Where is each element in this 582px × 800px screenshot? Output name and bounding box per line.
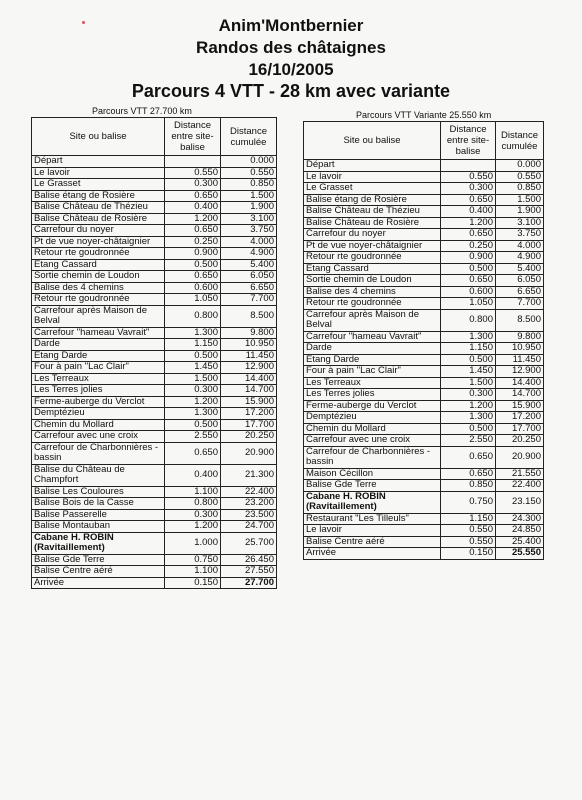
distance-cell: 0.650 [441, 446, 496, 468]
cumulative-cell: 23.500 [221, 509, 277, 521]
distance-cell: 1.150 [165, 339, 221, 351]
site-cell: Le Grasset [32, 179, 165, 191]
site-cell: Restaurant "Les Tilleuls" [304, 513, 441, 525]
table-row [304, 354, 544, 366]
event-date: 16/10/2005 [248, 60, 334, 79]
site-cell: Carrefour après Maison de Belval [304, 309, 441, 331]
site-cell: Demptézieu [304, 412, 441, 424]
site-cell: Carrefour avec une croix [32, 431, 165, 443]
col-header-cumulative: Distance cumulée [221, 118, 277, 156]
site-cell: Les Terreaux [304, 377, 441, 389]
col-header-distance: Distance entre site-balise [441, 122, 496, 160]
distance-cell: 0.800 [165, 305, 221, 327]
site-cell: Balise Château de Rosière [304, 217, 441, 229]
table-row [304, 240, 544, 252]
site-cell: Balise étang de Rosière [304, 194, 441, 206]
cumulative-cell: 7.700 [496, 298, 544, 310]
distance-cell: 1.200 [441, 400, 496, 412]
site-cell: Retour rte goudronnée [304, 298, 441, 310]
site-cell: Retour rte goudronnée [304, 252, 441, 264]
cumulative-cell: 8.500 [221, 305, 277, 327]
distance-cell: 0.400 [165, 464, 221, 486]
distance-cell: 0.650 [441, 275, 496, 287]
table-row [32, 282, 277, 294]
table-row [32, 190, 277, 202]
distance-cell: 0.550 [441, 171, 496, 183]
table-row [32, 385, 277, 397]
table-row [304, 171, 544, 183]
table-row [32, 373, 277, 385]
site-cell: Balise Château de Thézieu [304, 206, 441, 218]
distance-cell: 0.650 [165, 271, 221, 283]
col-header-site: Site ou balise [32, 118, 165, 156]
cumulative-cell: 6.050 [496, 275, 544, 287]
cumulative-cell: 10.950 [221, 339, 277, 351]
distance-cell: 1.300 [165, 327, 221, 339]
site-cell: Le lavoir [304, 171, 441, 183]
site-cell: Cabane H. ROBIN (Ravitaillement) [304, 491, 441, 513]
distance-cell: 0.150 [165, 577, 221, 589]
cumulative-cell: 15.900 [496, 400, 544, 412]
site-cell: Etang Darde [32, 350, 165, 362]
site-cell: Ferme-auberge du Verclot [304, 400, 441, 412]
cumulative-cell: 17.200 [496, 412, 544, 424]
distance-cell: 2.550 [165, 431, 221, 443]
distance-cell: 0.250 [441, 240, 496, 252]
table-row [304, 194, 544, 206]
cumulative-cell: 14.700 [496, 389, 544, 401]
distance-cell: 0.550 [165, 167, 221, 179]
site-cell: Balise des 4 chemins [304, 286, 441, 298]
table-row [32, 442, 277, 464]
site-cell: Balise Gde Terre [32, 554, 165, 566]
cumulative-cell: 20.900 [221, 442, 277, 464]
col-header-site: Site ou balise [304, 122, 441, 160]
cumulative-cell: 24.300 [496, 513, 544, 525]
table-row [304, 217, 544, 229]
table-row [32, 431, 277, 443]
distance-cell: 0.550 [441, 536, 496, 548]
distance-cell: 1.000 [165, 532, 221, 554]
cumulative-cell: 0.550 [496, 171, 544, 183]
cumulative-cell: 20.250 [221, 431, 277, 443]
distance-cell: 0.500 [441, 263, 496, 275]
table-row [304, 252, 544, 264]
distance-cell: 0.400 [441, 206, 496, 218]
distance-cell: 0.750 [441, 491, 496, 513]
table-row [32, 156, 277, 168]
cumulative-cell: 6.050 [221, 271, 277, 283]
distance-cell: 1.200 [165, 213, 221, 225]
table-row [32, 577, 277, 589]
distance-cell [441, 160, 496, 172]
site-cell: Balise étang de Rosière [32, 190, 165, 202]
cumulative-cell: 11.450 [496, 354, 544, 366]
cumulative-cell: 5.400 [496, 263, 544, 275]
site-cell: Les Terres jolies [304, 389, 441, 401]
table-row [304, 275, 544, 287]
site-cell: Balise Montauban [32, 521, 165, 533]
distance-cell: 0.400 [165, 202, 221, 214]
cumulative-cell: 26.450 [221, 554, 277, 566]
table-row [32, 236, 277, 248]
distance-cell: 2.550 [441, 435, 496, 447]
table-row [304, 343, 544, 355]
site-cell: Etang Cassard [304, 263, 441, 275]
distance-cell: 0.550 [441, 525, 496, 537]
site-cell: Carrefour avec une croix [304, 435, 441, 447]
table-row [304, 412, 544, 424]
table-header-row [32, 118, 277, 156]
cumulative-cell: 20.250 [496, 435, 544, 447]
table-row [32, 225, 277, 237]
cumulative-cell: 5.400 [221, 259, 277, 271]
table-row [32, 362, 277, 374]
cumulative-cell: 11.450 [221, 350, 277, 362]
site-cell: Balise des 4 chemins [32, 282, 165, 294]
table-row [304, 468, 544, 480]
table-row [32, 396, 277, 408]
table-row [32, 554, 277, 566]
site-cell: Carrefour de Charbonnières - bassin [32, 442, 165, 464]
distance-cell: 1.300 [441, 331, 496, 343]
table-row [304, 480, 544, 492]
cumulative-cell: 4.900 [496, 252, 544, 264]
site-cell: Le Grasset [304, 183, 441, 195]
cumulative-cell: 24.850 [496, 525, 544, 537]
distance-cell: 0.500 [165, 259, 221, 271]
table-row [304, 286, 544, 298]
site-cell: Balise Centre aéré [304, 536, 441, 548]
left-route-table [31, 117, 277, 589]
cumulative-cell: 9.800 [221, 327, 277, 339]
distance-cell: 0.500 [441, 423, 496, 435]
cumulative-cell: 4.000 [221, 236, 277, 248]
cumulative-cell: 0.850 [221, 179, 277, 191]
cumulative-cell: 17.700 [496, 423, 544, 435]
site-cell: Maison Cécillon [304, 468, 441, 480]
distance-cell [165, 156, 221, 168]
distance-cell: 0.650 [441, 229, 496, 241]
table-header-row [304, 122, 544, 160]
table-row [32, 339, 277, 351]
site-cell: Balise Les Couloures [32, 486, 165, 498]
table-row [32, 294, 277, 306]
cumulative-cell: 17.700 [221, 419, 277, 431]
cumulative-cell: 25.400 [496, 536, 544, 548]
table-row [304, 536, 544, 548]
cumulative-cell: 3.750 [221, 225, 277, 237]
site-cell: Etang Cassard [32, 259, 165, 271]
table-row [304, 229, 544, 241]
document-title: Anim'Montbernier [218, 16, 364, 35]
cumulative-cell: 27.550 [221, 566, 277, 578]
distance-cell: 1.500 [165, 373, 221, 385]
table-row [32, 532, 277, 554]
table-row [304, 400, 544, 412]
site-cell: Balise Passerelle [32, 509, 165, 521]
site-cell: Carrefour du noyer [304, 229, 441, 241]
table-row [32, 498, 277, 510]
cumulative-cell: 15.900 [221, 396, 277, 408]
table-row [304, 513, 544, 525]
cumulative-cell: 0.550 [221, 167, 277, 179]
site-cell: Carrefour "hameau Vavrait" [32, 327, 165, 339]
distance-cell: 1.450 [441, 366, 496, 378]
cumulative-cell: 4.900 [221, 248, 277, 260]
table-row [304, 263, 544, 275]
table-row [304, 548, 544, 560]
table-row [304, 309, 544, 331]
distance-cell: 0.500 [165, 419, 221, 431]
cumulative-cell: 10.950 [496, 343, 544, 355]
cumulative-cell: 3.750 [496, 229, 544, 241]
site-cell: Darde [32, 339, 165, 351]
site-cell: Four à pain "Lac Clair" [304, 366, 441, 378]
cumulative-cell: 27.700 [221, 577, 277, 589]
site-cell: Les Terreaux [32, 373, 165, 385]
cumulative-cell: 6.650 [496, 286, 544, 298]
distance-cell: 0.600 [441, 286, 496, 298]
site-cell: Retour rte goudronnée [32, 248, 165, 260]
site-cell: Le lavoir [32, 167, 165, 179]
cumulative-cell: 23.200 [221, 498, 277, 510]
table-row [304, 331, 544, 343]
table-row [32, 408, 277, 420]
distance-cell: 1.300 [441, 412, 496, 424]
table-row [32, 213, 277, 225]
cumulative-cell: 20.900 [496, 446, 544, 468]
site-cell: Sortie chemin de Loudon [32, 271, 165, 283]
distance-cell: 0.650 [165, 225, 221, 237]
distance-cell: 1.200 [165, 396, 221, 408]
distance-cell: 0.500 [441, 354, 496, 366]
table-row [304, 206, 544, 218]
distance-cell: 0.300 [441, 389, 496, 401]
distance-cell: 0.800 [165, 498, 221, 510]
distance-cell: 1.200 [441, 217, 496, 229]
distance-cell: 0.850 [441, 480, 496, 492]
distance-cell: 1.300 [165, 408, 221, 420]
site-cell: Pt de vue noyer-châtaignier [32, 236, 165, 248]
cumulative-cell: 1.900 [221, 202, 277, 214]
distance-cell: 1.150 [441, 513, 496, 525]
table-row [32, 259, 277, 271]
cumulative-cell: 7.700 [221, 294, 277, 306]
distance-cell: 1.500 [441, 377, 496, 389]
distance-cell: 0.650 [441, 194, 496, 206]
table-row [32, 202, 277, 214]
cumulative-cell: 9.800 [496, 331, 544, 343]
distance-cell: 0.650 [441, 468, 496, 480]
site-cell: Carrefour du noyer [32, 225, 165, 237]
site-cell: Balise Château de Rosière [32, 213, 165, 225]
site-cell: Retour rte goudronnée [32, 294, 165, 306]
right-table-caption: Parcours VTT Variante 25.550 km [356, 110, 492, 120]
cumulative-cell: 14.400 [221, 373, 277, 385]
site-cell: Départ [304, 160, 441, 172]
distance-cell: 0.150 [441, 548, 496, 560]
distance-cell: 0.250 [165, 236, 221, 248]
cumulative-cell: 12.900 [496, 366, 544, 378]
table-row [304, 298, 544, 310]
table-row [32, 566, 277, 578]
cumulative-cell: 3.100 [496, 217, 544, 229]
site-cell: Chemin du Mollard [304, 423, 441, 435]
table-row [32, 179, 277, 191]
distance-cell: 0.900 [441, 252, 496, 264]
site-cell: Arrivée [32, 577, 165, 589]
table-row [304, 491, 544, 513]
cumulative-cell: 24.700 [221, 521, 277, 533]
table-row [32, 327, 277, 339]
site-cell: Carrefour "hameau Vavrait" [304, 331, 441, 343]
cumulative-cell: 3.100 [221, 213, 277, 225]
table-row [304, 389, 544, 401]
cumulative-cell: 25.550 [496, 548, 544, 560]
table-row [32, 350, 277, 362]
table-row [32, 167, 277, 179]
table-row [304, 423, 544, 435]
cumulative-cell: 4.000 [496, 240, 544, 252]
table-row [32, 248, 277, 260]
table-row [304, 446, 544, 468]
site-cell: Demptézieu [32, 408, 165, 420]
cumulative-cell: 21.550 [496, 468, 544, 480]
distance-cell: 0.500 [165, 350, 221, 362]
cumulative-cell: 22.400 [221, 486, 277, 498]
cumulative-cell: 14.700 [221, 385, 277, 397]
cumulative-cell: 6.650 [221, 282, 277, 294]
table-row [304, 435, 544, 447]
table-row [304, 160, 544, 172]
cumulative-cell: 22.400 [496, 480, 544, 492]
site-cell: Ferme-auberge du Verclot [32, 396, 165, 408]
site-cell: Cabane H. ROBIN (Ravitaillement) [32, 532, 165, 554]
distance-cell: 0.650 [165, 442, 221, 464]
cumulative-cell: 25.700 [221, 532, 277, 554]
distance-cell: 0.600 [165, 282, 221, 294]
distance-cell: 0.750 [165, 554, 221, 566]
site-cell: Carrefour de Charbonnières - bassin [304, 446, 441, 468]
site-cell: Chemin du Mollard [32, 419, 165, 431]
right-route-table [303, 121, 544, 560]
distance-cell: 1.200 [165, 521, 221, 533]
site-cell: Balise Château de Thézieu [32, 202, 165, 214]
table-row [32, 521, 277, 533]
table-row [32, 305, 277, 327]
distance-cell: 0.300 [165, 385, 221, 397]
site-cell: Les Terres jolies [32, 385, 165, 397]
site-cell: Four à pain "Lac Clair" [32, 362, 165, 374]
table-row [304, 366, 544, 378]
table-row [32, 419, 277, 431]
cumulative-cell: 0.000 [496, 160, 544, 172]
site-cell: Balise Gde Terre [304, 480, 441, 492]
cumulative-cell: 8.500 [496, 309, 544, 331]
table-row [32, 486, 277, 498]
site-cell: Sortie chemin de Loudon [304, 275, 441, 287]
site-cell: Etang Darde [304, 354, 441, 366]
distance-cell: 1.050 [165, 294, 221, 306]
col-header-distance: Distance entre site-balise [165, 118, 221, 156]
site-cell: Balise Bois de la Casse [32, 498, 165, 510]
table-row [32, 271, 277, 283]
site-cell: Arrivée [304, 548, 441, 560]
table-row [304, 183, 544, 195]
cumulative-cell: 17.200 [221, 408, 277, 420]
cumulative-cell: 12.900 [221, 362, 277, 374]
cumulative-cell: 14.400 [496, 377, 544, 389]
cumulative-cell: 23.150 [496, 491, 544, 513]
cumulative-cell: 0.000 [221, 156, 277, 168]
distance-cell: 1.450 [165, 362, 221, 374]
site-cell: Pt de vue noyer-châtaignier [304, 240, 441, 252]
distance-cell: 1.100 [165, 566, 221, 578]
distance-cell: 0.800 [441, 309, 496, 331]
table-row [304, 525, 544, 537]
table-row [32, 464, 277, 486]
site-cell: Balise Centre aéré [32, 566, 165, 578]
col-header-cumulative: Distance cumulée [496, 122, 544, 160]
distance-cell: 1.100 [165, 486, 221, 498]
distance-cell: 0.300 [441, 183, 496, 195]
event-title: Randos des châtaignes [196, 38, 386, 57]
cumulative-cell: 1.500 [496, 194, 544, 206]
cumulative-cell: 0.850 [496, 183, 544, 195]
cumulative-cell: 1.500 [221, 190, 277, 202]
site-cell: Carrefour après Maison de Belval [32, 305, 165, 327]
site-cell: Balise du Château de Champfort [32, 464, 165, 486]
distance-cell: 0.300 [165, 509, 221, 521]
distance-cell: 1.050 [441, 298, 496, 310]
cumulative-cell: 21.300 [221, 464, 277, 486]
distance-cell: 0.650 [165, 190, 221, 202]
distance-cell: 1.150 [441, 343, 496, 355]
site-cell: Le lavoir [304, 525, 441, 537]
site-cell: Darde [304, 343, 441, 355]
distance-cell: 0.900 [165, 248, 221, 260]
distance-cell: 0.300 [165, 179, 221, 191]
table-row [304, 377, 544, 389]
table-row [32, 509, 277, 521]
site-cell: Départ [32, 156, 165, 168]
cumulative-cell: 1.900 [496, 206, 544, 218]
route-subtitle: Parcours 4 VTT - 28 km avec variante [131, 81, 451, 101]
left-table-caption: Parcours VTT 27.700 km [92, 106, 192, 116]
